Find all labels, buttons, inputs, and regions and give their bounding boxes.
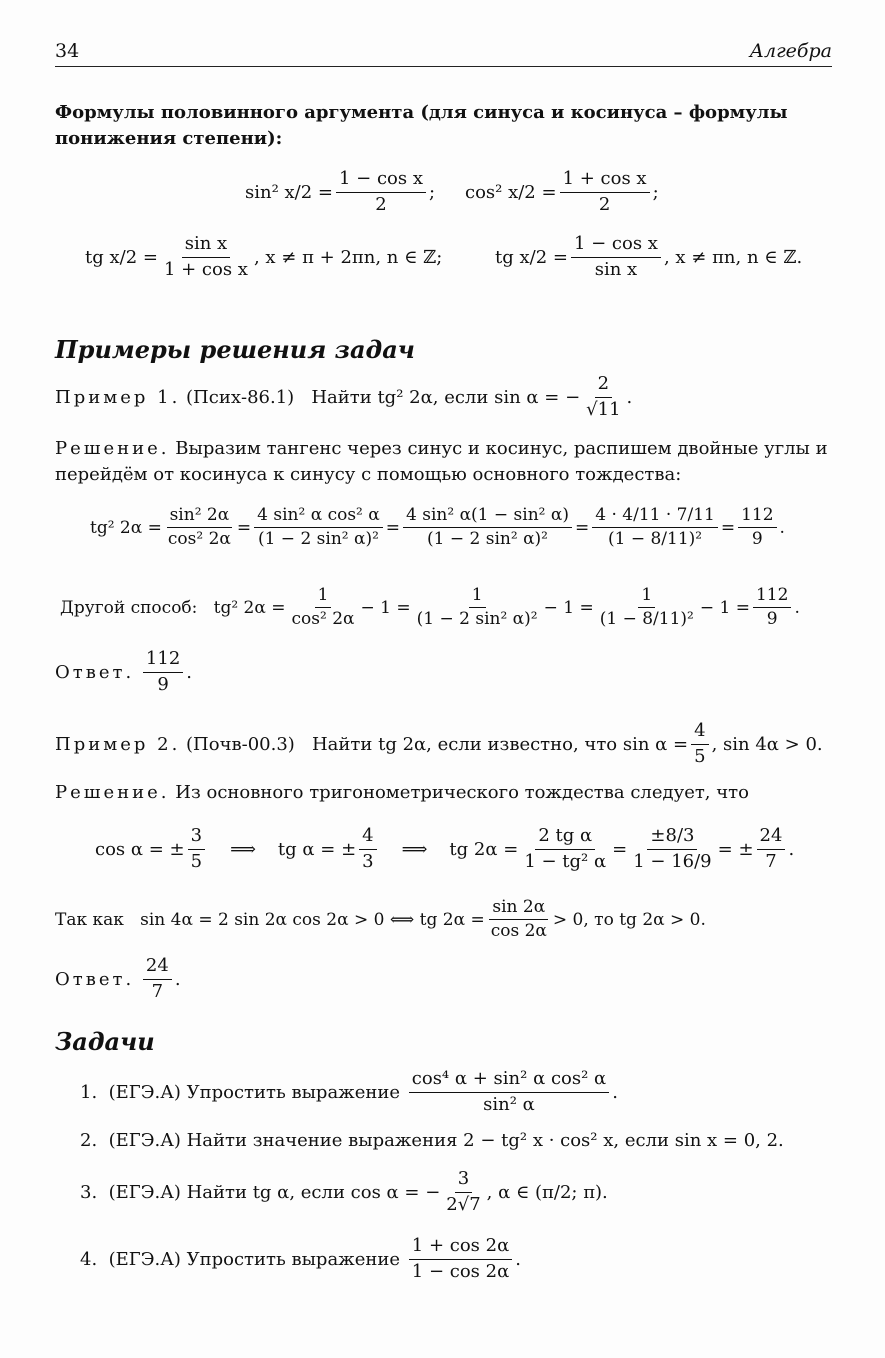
page-number: 34 [55, 40, 80, 62]
fraction: $\frac{2}{√11}$ [586, 373, 621, 420]
formula-tg-half-2: tg x/2 = $\frac{\text{1 − cos x}}{\text{sin x}}$ , x ≠ πn, n ∈ ℤ. [495, 233, 803, 280]
example-2-solution: Решение. Из основного тригонометрического тождества следует, что [55, 782, 749, 803]
formula-sin-half: sin² x/2 = $\frac{\text{1 − cos x}}{2}$ ; [245, 168, 436, 215]
task-3: 3. (ЕГЭ.А) Найти tg α, если cos α = − $\frac{3}{2√7}$ , α ∈ (π/2; π). [80, 1168, 608, 1215]
example-2-since: Так как sin 4α = 2 sin 2α cos 2α > 0 ⟺ tg 2α = $\frac{\sin 2\alpha}{\cos 2\alpha}$ > 0, то tg 2α > 0. [55, 897, 706, 942]
example-1-answer: Ответ. 112 9 . [55, 648, 193, 695]
fraction: $\frac{\text{1 − cos x}}{2}$ [336, 168, 426, 216]
example-1-alternative: Другой способ: tg² 2α = $\frac{1}{\text{cos² 2α}}$ − 1 = $\frac{1}{\text{(1 − 2 sin² α)²}}$ − 1 = $\frac{1}{\text{(1 − 8/11)²}}$ − 1 = $\frac{112}{9}$ . [60, 585, 800, 630]
example-2-chain: cos α = ± $\frac{3}{5}$ ⟹ tg α = ± $\frac{4}{3}$ ⟹ tg 2α = $\frac{\text{2 tg α}}{\text{1 − tg² α}}$ = $\frac{\pm 8/3}{1 - 16/9}$ = ± $\frac{24}{7}$ . [95, 825, 795, 872]
example-2-statement: Пример 2. (Почв-00.3) Найти tg 2α, если известно, что sin α = $\frac{4}{5}$ , sin 4α > 0. [55, 720, 823, 767]
formula-tg-half-1: tg x/2 = $\frac{\text{sin x}}{\text{1 + cos x}}$ , x ≠ π + 2πn, n ∈ ℤ; [85, 233, 443, 280]
task-1: 1. (ЕГЭ.А) Упростить выражение cos⁴ α + sin² α cos² α sin² α . [80, 1068, 618, 1115]
example-1-solution: Решение. Выразим тангенс через синус и косинус, распишем двойные углы и перейдём от косинуса к синусу с помощью основного тождества: [55, 438, 828, 486]
example-2-answer: Ответ. 24 7 . [55, 955, 181, 1002]
task-4: 4. (ЕГЭ.А) Упростить выражение 1 + cos 2α 1 − cos 2α . [80, 1235, 521, 1282]
page-header [55, 36, 832, 67]
running-title: Алгебра [749, 40, 832, 62]
task-2: 2. (ЕГЭ.А) Найти значение выражения 2 − tg² x · cos² x, если sin x = 0, 2. [80, 1130, 784, 1151]
fraction: $\frac{\text{1 + cos x}}{2}$ [560, 168, 650, 216]
example-1-chain: tg² 2α = $\frac{\text{sin² 2α}}{\text{cos² 2α}}$ = 4 sin² α cos² α (1 − 2 sin² α)² = 4 sin² α(1 − sin² α) (1 − 2 sin² α)² = 4 · 4/11 · 7/11 (1 − 8/11)² = 112 9 . [90, 505, 785, 550]
formula-cos-half: cos² x/2 = $\frac{\text{1 + cos x}}{2}$ ; [465, 168, 659, 215]
example-1-statement: Пример 1. (Псих-86.1) Найти tg² 2α, если sin α = − $\frac{2}{√11}$ . [55, 373, 633, 420]
intro-heading: Формулы половинного аргумента (для синуса и косинуса – формулы понижения степени): [55, 102, 788, 150]
fraction: $\frac{\text{1 − cos x}}{\text{sin x}}$ [571, 233, 661, 281]
fraction: $\frac{\text{sin x}}{\text{1 + cos x}}$ [163, 233, 248, 280]
section-examples-title: Примеры решения задач [55, 335, 415, 364]
section-tasks-title: Задачи [55, 1027, 155, 1056]
